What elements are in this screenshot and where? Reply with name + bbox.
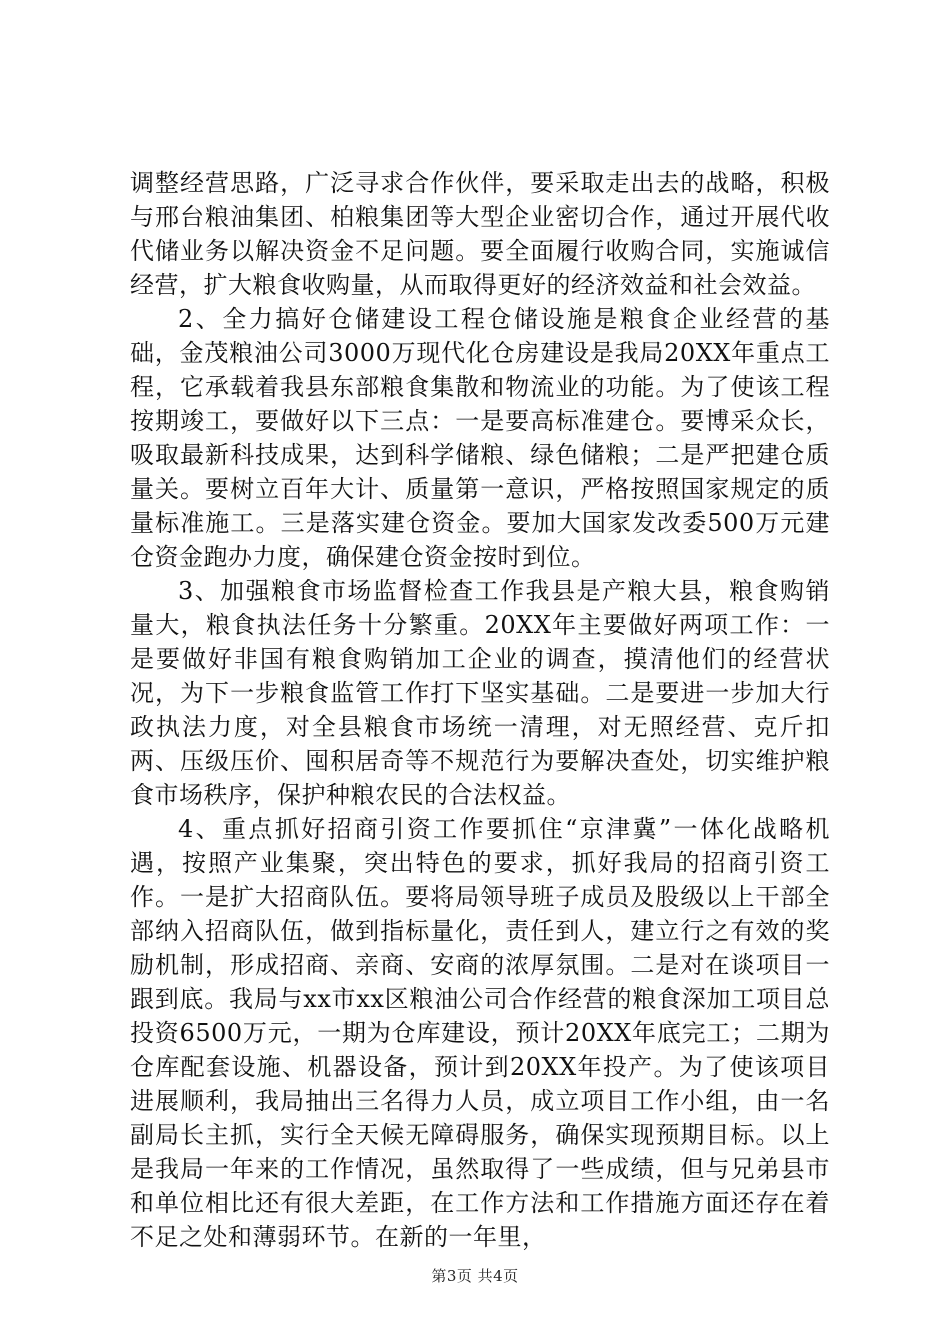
paragraph-investment-attraction: 4、重点抓好招商引资工作要抓住“京津冀”一体化战略机遇，按照产业集聚，突出特色的要求，抓好我局的招商引资工作。一是扩大招商队伍。要将局领导班子成员及股级以上干部全部纳入招商队伍，做到指标量化，责任到人，建立行之有效的奖励机制，形成招商、亲商、安商的浓厚氛围。二是对在谈项目一跟到底。我局与xx市xx区粮油公司合作经营的粮食深加工项目总投资6500万元，一期为仓库建设，预计20XX年底完工；二期为仓库配套设施、机器设备，预计到20XX年投产。为了使该项目进展顺利，我局抽出三名得力人员，成立项目工作小组，由一名副局长主抓，实行全天候无障碍服务，确保实现预期目标。以上是我局一年来的工作情况，虽然取得了一些成绩，但与兄弟县市和单位相比还有很大差距，在工作方法和工作措施方面还存在着不足之处和薄弱环节。在新的一年里， (130, 815, 830, 1251)
paragraph-market-supervision: 3、加强粮食市场监督检查工作我县是产粮大县，粮食购销量大，粮食执法任务十分繁重。20XX年主要做好两项工作：一是要做好非国有粮食购销加工企业的调查，摸清他们的经营状况，为下一步粮食监管工作打下坚实基础。二是要进一步加大行政执法力度，对全县粮食市场统一清理，对无照经营、克斤扣两、压级压价、囤积居奇等不规范行为要解决查处，切实维护粮食市场秩序，保护种粮农民的合法权益。 (130, 577, 830, 809)
page-footer (0, 1265, 950, 1286)
document-body (130, 166, 830, 1254)
paragraph-storage-construction: 2、全力搞好仓储建设工程仓储设施是粮食企业经营的基础，金茂粮油公司3000万现代化仓房建设是我局20XX年重点工程，它承载着我县东部粮食集散和物流业的功能。为了使该工程按期竣工，要做好以下三点：一是要高标准建仓。要博采众长，吸取最新科技成果，达到科学储粮、绿色储粮；二是严把建仓质量关。要树立百年大计、质量第一意识，严格按照国家规定的质量标准施工。三是落实建仓资金。要加大国家发改委500万元建仓资金跑办力度，确保建仓资金按时到位。 (130, 305, 830, 571)
page-number-label: 第3页 共4页 (431, 1267, 519, 1285)
paragraph-continuation: 调整经营思路，广泛寻求合作伙伴，要采取走出去的战略，积极与邢台粮油集团、柏粮集团等大型企业密切合作，通过开展代收代储业务以解决资金不足问题。要全面履行收购合同，实施诚信经营，扩大粮食收购量，从而取得更好的经济效益和社会效益。 (130, 169, 830, 299)
